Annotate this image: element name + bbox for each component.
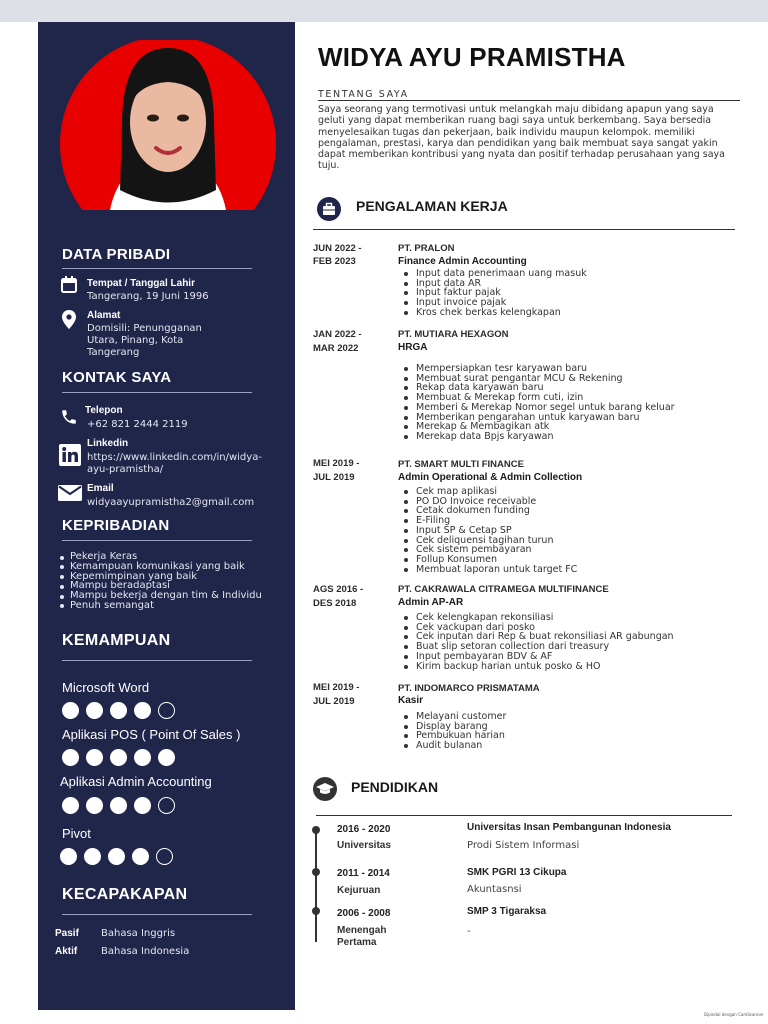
- rating-dot-filled: [62, 749, 79, 766]
- education-school: SMK PGRI 13 Cikupa: [467, 867, 567, 878]
- list-item: Merekap & Membagikan atk: [402, 422, 675, 432]
- list-item: Input faktur pajak: [402, 288, 587, 298]
- language-name: Bahasa Indonesia: [101, 946, 190, 957]
- divider: [62, 540, 252, 541]
- divider: [62, 392, 252, 393]
- personality-list: [58, 552, 262, 611]
- rating-dot-filled: [60, 848, 77, 865]
- job-date: AGS 2016 - DES 2018: [313, 584, 364, 609]
- full-name: WIDYA AYU PRAMISTHA: [318, 42, 626, 72]
- job-role: Finance Admin Accounting: [398, 256, 527, 267]
- list-item: Memberi & Merekap Nomor segel untuk barang keluar: [402, 403, 675, 413]
- list-item: Cek inputan dari Rep & buat rekonsiliasi AR gabungan: [402, 632, 674, 642]
- list-item: Membuat surat pengantar MCU & Rekening: [402, 374, 675, 384]
- address-line: Tangerang: [87, 347, 140, 358]
- email-icon: [58, 485, 82, 501]
- linkedin-icon: [59, 444, 81, 466]
- language-level: Pasif: [55, 928, 79, 939]
- education-years: 2016 - 2020: [337, 824, 391, 835]
- profile-photo: [60, 40, 276, 210]
- about-heading: TENTANG SAYA: [318, 89, 409, 100]
- rating-dot-filled: [132, 848, 149, 865]
- job-date: JAN 2022 - MAR 2022: [313, 329, 362, 354]
- birth-value: Tangerang, 19 Juni 1996: [87, 291, 209, 302]
- education-major: Akuntasnsi: [467, 884, 522, 895]
- job-company: PT. INDOMARCO PRISMATAMA: [398, 683, 540, 694]
- list-item: Mampu bekerja dengan tim & Individu: [58, 591, 262, 601]
- list-item: Cek kelengkapan rekonsiliasi: [402, 613, 674, 623]
- job-company: PT. PRALON: [398, 243, 455, 254]
- timeline-line: [315, 830, 317, 942]
- job-tasks: [402, 269, 587, 318]
- address-line: Utara, Pinang, Kota: [87, 335, 184, 346]
- list-item: Display barang: [402, 722, 506, 732]
- contact-heading: KONTAK SAYA: [62, 369, 172, 386]
- list-item: E-Filing: [402, 516, 577, 526]
- job-company: PT. SMART MULTI FINANCE: [398, 459, 524, 470]
- list-item: Membuat & Merekap form cuti, izin: [402, 393, 675, 403]
- list-item: Pekerja Keras: [58, 552, 262, 562]
- job-tasks: [402, 487, 577, 574]
- rating-dot-filled: [108, 848, 125, 865]
- rating-dot-empty: [156, 848, 173, 865]
- skill-rating: [62, 749, 175, 766]
- education-years: 2011 - 2014: [337, 868, 390, 879]
- list-item: Cek sistem pembayaran: [402, 545, 577, 555]
- location-pin-icon: [62, 310, 76, 329]
- education-school: Universitas Insan Pembangunan Indonesia: [467, 822, 671, 833]
- list-item: Mampu beradaptasi: [58, 581, 262, 591]
- linkedin-url[interactable]: https://www.linkedin.com/in/widya-: [87, 452, 262, 463]
- rating-dot-filled: [62, 797, 79, 814]
- rating-dot-filled: [62, 702, 79, 719]
- list-item: Cek map aplikasi: [402, 487, 577, 497]
- calendar-icon: [61, 276, 77, 293]
- linkedin-url[interactable]: ayu-pramistha/: [87, 464, 164, 475]
- skill-rating: [60, 848, 173, 865]
- job-date: MEI 2019 - JUL 2019: [313, 458, 360, 483]
- list-item: Kepemimpinan yang baik: [58, 572, 262, 582]
- job-tasks: [402, 712, 506, 751]
- graduation-cap-icon: [313, 777, 337, 801]
- education-major: Prodi Sistem Informasi: [467, 840, 580, 851]
- linkedin-label: Linkedin: [87, 438, 129, 449]
- list-item: Cek vackupan dari posko: [402, 623, 674, 633]
- list-item: Membuat laporan untuk target FC: [402, 565, 577, 575]
- rating-dot-filled: [158, 749, 175, 766]
- scanner-watermark: Dipindai dengan CamScanner: [704, 1012, 764, 1017]
- list-item: Input data penerimaan uang masuk: [402, 269, 587, 279]
- list-item: Audit bulanan: [402, 741, 506, 751]
- skill-rating: [62, 797, 175, 814]
- list-item: Cek deliquensi tagihan turun: [402, 536, 577, 546]
- education-years: 2006 - 2008: [337, 908, 391, 919]
- address-line: Domisili: Penungganan: [87, 323, 202, 334]
- list-item: Merekap data Bpjs karyawan: [402, 432, 675, 442]
- list-item: Pembukuan harian: [402, 731, 506, 741]
- list-item: Kros chek berkas kelengkapan: [402, 308, 587, 318]
- skill-rating: [62, 702, 175, 719]
- rating-dot-filled: [110, 797, 127, 814]
- rating-dot-filled: [134, 702, 151, 719]
- list-item: PO DO Invoice receivable: [402, 497, 577, 507]
- list-item: Cetak dokumen funding: [402, 506, 577, 516]
- list-item: Input data AR: [402, 279, 587, 289]
- list-item: Kirim backup harian untuk posko & HO: [402, 662, 674, 672]
- list-item: Input invoice pajak: [402, 298, 587, 308]
- list-item: Input SP & Cetap SP: [402, 526, 577, 536]
- job-role: Admin AP-AR: [398, 597, 464, 608]
- divider: [313, 229, 735, 230]
- skill-name: Aplikasi Admin Accounting: [60, 774, 212, 789]
- email-value[interactable]: widyaayupramistha2@gmail.com: [87, 497, 255, 508]
- education-level: Universitas: [337, 840, 391, 851]
- list-item: Buat slip setoran collection dari treasury: [402, 642, 674, 652]
- briefcase-icon: [317, 197, 341, 221]
- job-tasks: [402, 364, 675, 442]
- phone-icon: [60, 408, 78, 426]
- skill-name: Aplikasi POS ( Point Of Sales ): [62, 727, 241, 742]
- phone-label: Telepon: [85, 405, 123, 416]
- divider: [62, 268, 252, 269]
- timeline-dot: [312, 826, 320, 834]
- job-date: JUN 2022 - FEB 2023: [313, 243, 362, 267]
- top-margin-bar: [0, 0, 768, 22]
- rating-dot-empty: [158, 702, 175, 719]
- skills-heading: KEMAMPUAN: [62, 632, 171, 649]
- divider: [318, 100, 740, 101]
- skill-name: Microsoft Word: [62, 680, 150, 695]
- language-name: Bahasa Inggris: [101, 928, 176, 939]
- list-item: Melayani customer: [402, 712, 506, 722]
- timeline-dot: [312, 868, 320, 876]
- rating-dot-filled: [110, 749, 127, 766]
- rating-dot-filled: [84, 848, 101, 865]
- divider: [62, 914, 252, 915]
- language-level: Aktif: [55, 946, 78, 957]
- rating-dot-filled: [134, 749, 151, 766]
- list-item: Penuh semangat: [58, 601, 262, 611]
- job-role: HRGA: [398, 342, 428, 353]
- list-item: Input pembayaran BDV & AF: [402, 652, 674, 662]
- about-text: Saya seorang yang termotivasi untuk melangkah maju dibidang apapun yang saya geluti yang dapat memberikan ruang bagi saya untuk berkembang. Saya bersedia menyelesaikan tugas dan pekerjaan, baik individu maupun kelompok. memiliki pengalaman, prestasi, karya dan pendidikan yang baik membuat saya sangat yakin dapat memberikan kontribusi yang nyata dan positif terhadap perusahaan yang saya tuju.: [318, 104, 726, 172]
- education-major: -: [467, 926, 471, 937]
- job-company: PT. CAKRAWALA CITRAMEGA MULTIFINANCE: [398, 584, 609, 595]
- personality-heading: KEPRIBADIAN: [62, 517, 170, 534]
- education-level: Menengah Pertama: [337, 925, 387, 948]
- list-item: Follup Konsumen: [402, 555, 577, 565]
- rating-dot-filled: [86, 797, 103, 814]
- birth-label: Tempat / Tanggal Lahir: [87, 278, 195, 289]
- job-date: MEI 2019 - JUL 2019: [313, 682, 360, 707]
- job-role: Kasir: [398, 695, 424, 706]
- timeline-dot: [312, 907, 320, 915]
- job-company: PT. MUTIARA HEXAGON: [398, 329, 509, 340]
- address-label: Alamat: [87, 310, 121, 321]
- list-item: Memberikan pengarahan untuk karyawan baru: [402, 413, 675, 423]
- job-role: Admin Operational & Admin Collection: [398, 472, 583, 483]
- divider: [316, 815, 732, 816]
- skill-name: Pivot: [62, 826, 91, 841]
- list-item: Kemampuan komunikasi yang baik: [58, 562, 262, 572]
- job-tasks: [402, 613, 674, 671]
- list-item: Rekap data karyawan baru: [402, 383, 675, 393]
- list-item: Mempersiapkan tesr karyawan baru: [402, 364, 675, 374]
- experience-heading: PENGALAMAN KERJA: [356, 198, 508, 214]
- personal-data-heading: DATA PRIBADI: [62, 246, 171, 263]
- education-school: SMP 3 Tigaraksa: [467, 906, 547, 917]
- rating-dot-filled: [86, 749, 103, 766]
- divider: [62, 660, 252, 661]
- languages-heading: KECAPAKAPAN: [62, 886, 188, 903]
- rating-dot-filled: [86, 702, 103, 719]
- phone-value: +62 821 2444 2119: [87, 419, 188, 430]
- rating-dot-empty: [158, 797, 175, 814]
- rating-dot-filled: [134, 797, 151, 814]
- rating-dot-filled: [110, 702, 127, 719]
- education-heading: PENDIDIKAN: [351, 779, 439, 795]
- email-label: Email: [87, 483, 114, 494]
- education-level: Kejuruan: [337, 885, 381, 896]
